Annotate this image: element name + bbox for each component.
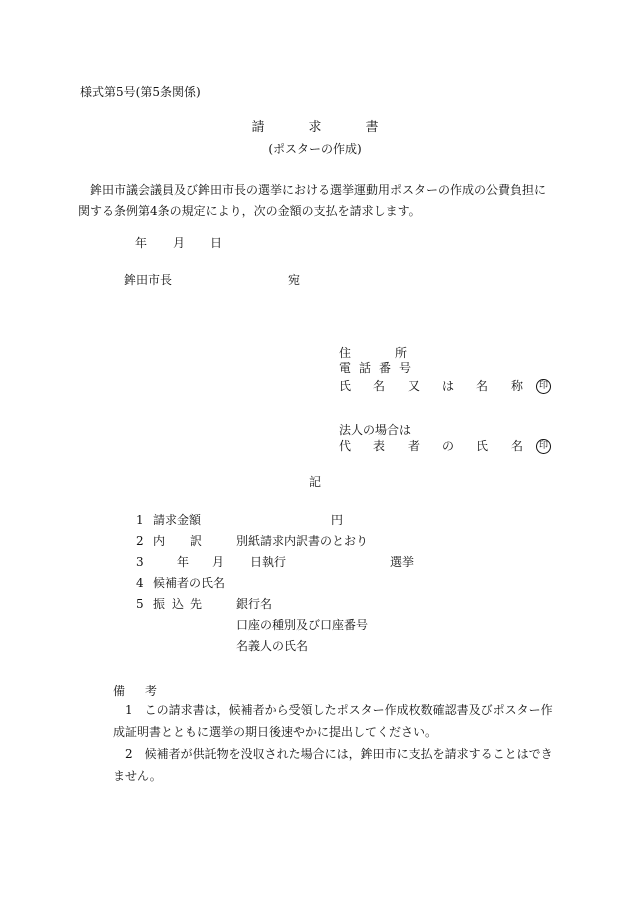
item-number: 5	[136, 597, 144, 611]
amount-unit: 円	[331, 513, 344, 527]
name-label: 名	[373, 379, 386, 393]
remark-text: この請求書は，候補者から受領したポスター作成枚数確認書及びポスター作成証明書とともに選挙の期日後速やかに提出してください。	[113, 703, 553, 739]
seal-mark: 印	[536, 379, 551, 394]
transfer-label: 振	[153, 597, 166, 611]
address-label: 所	[395, 346, 408, 360]
rep-label: 名	[511, 439, 524, 453]
addressee-suffix: 宛	[288, 273, 301, 287]
rep-label: の	[442, 439, 455, 453]
name-label: 称	[511, 379, 524, 393]
document-subtitle: (ポスターの作成)	[268, 142, 362, 156]
phone-row	[339, 362, 551, 376]
item-number: 4	[136, 576, 144, 590]
breakdown-label: 内	[153, 534, 166, 548]
title-char: 求	[308, 120, 322, 135]
corporate-note: 法人の場合は	[339, 423, 412, 437]
remarks-char: 考	[145, 684, 158, 698]
amount-label: 請求金額	[153, 513, 202, 527]
remark-number: 2	[125, 747, 133, 761]
account-type-label: 口座の種別及び口座番号	[236, 618, 369, 632]
rep-label: 氏	[476, 439, 489, 453]
rep-label: 代	[339, 439, 352, 453]
ki-heading: 記	[308, 475, 321, 489]
title-char: 書	[365, 120, 379, 135]
phone-label: 番	[379, 361, 392, 375]
item-number: 1	[136, 513, 144, 527]
name-label: 氏	[339, 379, 352, 393]
remark-1	[113, 699, 553, 743]
phone-label: 電	[339, 361, 352, 375]
date-day: 日	[210, 236, 223, 250]
title-char: 請	[251, 120, 265, 135]
document-title	[0, 121, 630, 134]
remark-2	[113, 743, 553, 787]
bank-name-label: 銀行名	[236, 597, 273, 611]
rep-label: 者	[408, 439, 421, 453]
item-number: 3	[136, 555, 144, 569]
phone-label: 話	[359, 361, 372, 375]
election-suffix: 選挙	[390, 555, 415, 569]
form-number: 様式第5号(第5条関係)	[80, 85, 201, 99]
remarks-heading	[113, 685, 157, 697]
transfer-label: 込	[172, 597, 185, 611]
breakdown-label: 訳	[190, 534, 203, 548]
candidate-label: 候補者の氏名	[153, 576, 226, 590]
name-label: は	[442, 379, 455, 393]
election-year: 年	[177, 555, 190, 569]
name-row	[339, 380, 551, 394]
corporate-note-row	[339, 424, 551, 438]
addressee-name: 鉾田市長	[124, 273, 173, 287]
representative-row	[339, 440, 551, 454]
seal-mark: 印	[536, 439, 551, 454]
phone-label: 号	[399, 361, 412, 375]
transfer-label: 先	[190, 597, 203, 611]
request-statement: 鉾田市議会議員及び鉾田市長の選挙における選挙運動用ポスターの作成の公費負担に関する条例第4条の規定により，次の金額の支払を請求します。	[78, 183, 547, 218]
election-day: 日執行	[250, 555, 287, 569]
remark-text: 候補者が供託物を没収された場合には，鉾田市に支払を請求することはできません。	[113, 747, 553, 783]
item-number: 2	[136, 534, 144, 548]
remarks-char: 備	[113, 684, 126, 698]
election-month: 月	[212, 555, 225, 569]
name-label: 又	[408, 379, 421, 393]
address-row	[339, 347, 551, 361]
date-month: 月	[173, 236, 186, 250]
breakdown-value: 別紙請求内訳書のとおり	[236, 534, 369, 548]
rep-label: 表	[373, 439, 386, 453]
name-label: 名	[476, 379, 489, 393]
account-holder-label: 名義人の氏名	[236, 639, 309, 653]
date-year: 年	[135, 236, 148, 250]
remark-number: 1	[125, 703, 133, 717]
address-label: 住	[339, 346, 352, 360]
